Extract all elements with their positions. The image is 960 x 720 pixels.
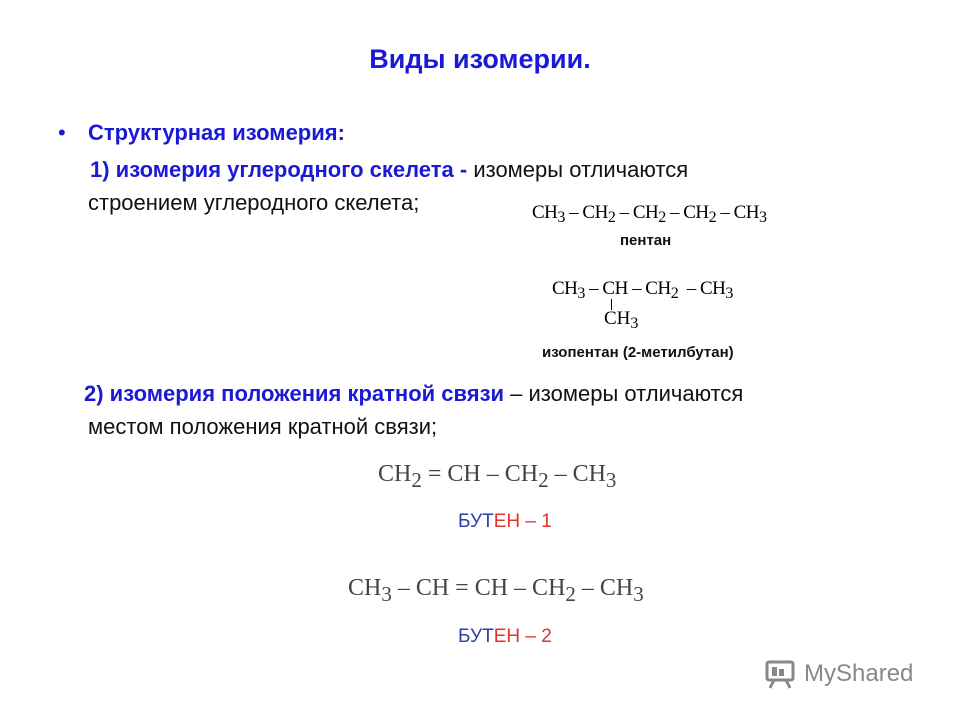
butene2-name: БУТЕН – 2 <box>458 626 552 647</box>
isopentane-name: изопентан (2-метилбутан) <box>542 344 734 361</box>
isopentane-main-chain: $CH_3$ – CH – $CH_2 - CH_3$ <box>552 278 733 302</box>
pentane-formula: $CH_3 - CH_2 - CH_2 - CH_2 - CH_3$ <box>532 202 767 226</box>
isopentane-branch: $CH_3$ <box>604 308 639 332</box>
bullet-icon: • <box>58 120 66 145</box>
butene1-formula: $CH_2$ = CH – $CH_2 - CH_3$ <box>378 461 617 492</box>
butene1-name: БУТЕН – 1 <box>458 511 552 532</box>
pentane-name: пентан <box>620 232 672 249</box>
myshared-watermark <box>764 656 913 692</box>
carbon-skeleton-isomerism-line <box>90 157 688 183</box>
butene2-formula: $CH_3$ – CH = CH – $CH_2 - CH_3$ <box>348 575 644 606</box>
multiple-bond-isomerism-line <box>84 381 743 407</box>
carbon-skeleton-isomerism-desc: изомеры отличаются <box>467 157 689 182</box>
multiple-bond-isomerism-term: 2) изомерия положения кратной связи <box>84 381 505 406</box>
multiple-bond-isomerism-desc-cont: местом положения кратной связи; <box>88 414 438 439</box>
multiple-bond-isomerism-desc: – изомеры отличаются <box>504 381 744 406</box>
page-title: Виды изомерии. <box>369 44 591 74</box>
carbon-skeleton-isomerism-desc-cont: строением углеродного скелета; <box>88 190 420 215</box>
watermark-text: MyShared <box>804 660 914 687</box>
structural-isomerism-heading: Структурная изомерия: <box>88 120 345 145</box>
carbon-skeleton-isomerism-term: 1) изомерия углеродного скелета - <box>90 157 468 182</box>
presentation-board-icon <box>764 657 798 691</box>
